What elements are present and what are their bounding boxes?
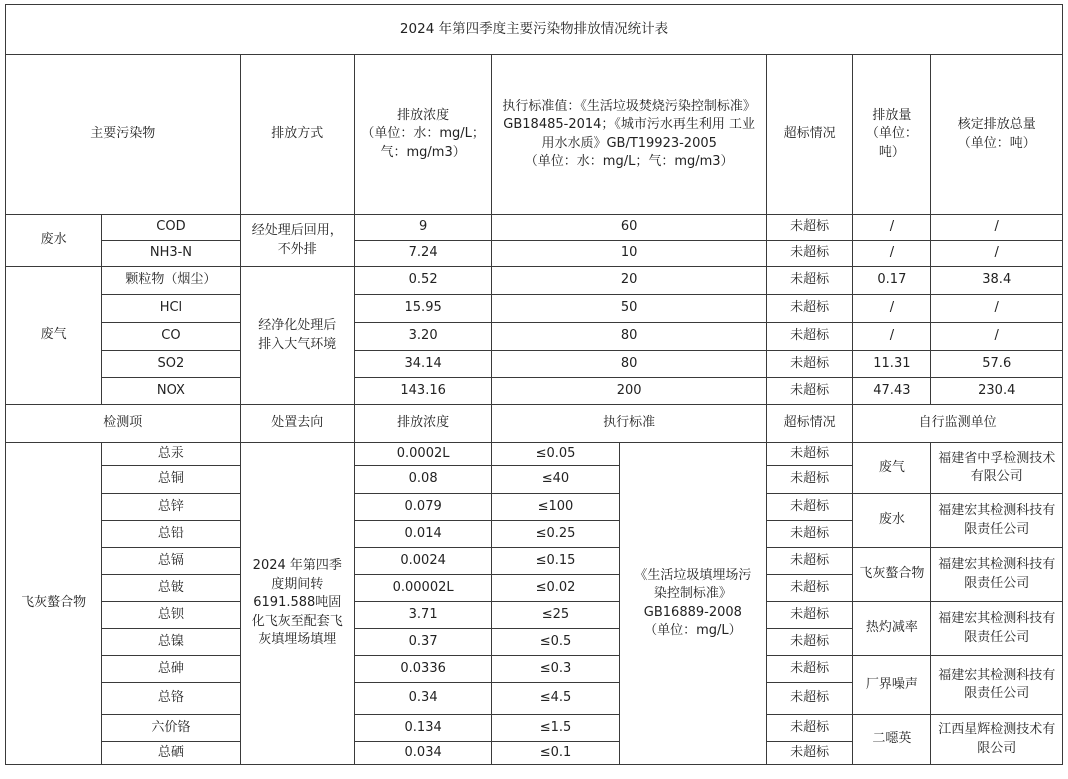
- limit-value: ≤25: [492, 602, 619, 629]
- table-title: 2024 年第四季度主要污染物排放情况统计表: [6, 5, 1063, 55]
- concentration-value: 0.00002L: [354, 575, 491, 602]
- concentration-value: 0.08: [354, 466, 491, 494]
- item-name: 总砷: [102, 656, 240, 683]
- monitor-type: 厂界噪声: [853, 656, 931, 715]
- concentration-value: 0.079: [354, 494, 491, 521]
- monitor-unit: 福建宏其检测科技有限责任公司: [931, 548, 1063, 602]
- concentration-value: 7.24: [354, 241, 491, 267]
- limit-value: ≤40: [492, 466, 619, 494]
- exceed-status: 未超标: [767, 742, 853, 765]
- concentration-value: 0.52: [354, 267, 491, 295]
- limit-value: ≤4.5: [492, 683, 619, 715]
- amount-value: /: [853, 323, 931, 351]
- exceed-status: 未超标: [767, 683, 853, 715]
- table-row: [6, 715, 1063, 742]
- table-row: [6, 443, 1063, 466]
- standard-value: 60: [492, 215, 767, 241]
- standard-value: 80: [492, 323, 767, 351]
- exceed-status: 未超标: [767, 241, 853, 267]
- exceed-status: 未超标: [767, 715, 853, 742]
- exceed-status: 未超标: [767, 323, 853, 351]
- pollutant-name: SO2: [102, 351, 240, 378]
- item-name: 总铜: [102, 466, 240, 494]
- table-row: [6, 323, 1063, 351]
- header-standard: 执行标准值：《生活垃圾焚烧污染控制标准》GB18485-2014；《城市污水再生利用 工业用水水质》GB/T19923-2005 （单位：水：mg/L；气：mg/m3）: [492, 55, 767, 215]
- concentration-value: 0.0336: [354, 656, 491, 683]
- item-name: 总铍: [102, 575, 240, 602]
- header-quota: 核定排放总量 （单位：吨）: [931, 55, 1063, 215]
- standard-value: 20: [492, 267, 767, 295]
- concentration-value: 0.014: [354, 521, 491, 548]
- table-row: [6, 351, 1063, 378]
- table-row: [6, 548, 1063, 575]
- exceed-status: 未超标: [767, 656, 853, 683]
- monitor-unit: 福建宏其检测科技有限责任公司: [931, 494, 1063, 548]
- group-wastewater: 废水: [6, 215, 102, 267]
- table-row: [6, 602, 1063, 629]
- standard-value: 80: [492, 351, 767, 378]
- item-name: 总汞: [102, 443, 240, 466]
- concentration-value: 0.034: [354, 742, 491, 765]
- concentration-value: 0.37: [354, 629, 491, 656]
- monitor-type: 废气: [853, 443, 931, 494]
- limit-value: ≤1.5: [492, 715, 619, 742]
- header-monitor: 自行监测单位: [853, 405, 1063, 443]
- concentration-value: 34.14: [354, 351, 491, 378]
- exceed-status: 未超标: [767, 351, 853, 378]
- item-name: 总镍: [102, 629, 240, 656]
- concentration-value: 3.71: [354, 602, 491, 629]
- amount-value: 11.31: [853, 351, 931, 378]
- table-row: [6, 656, 1063, 683]
- exceed-status: 未超标: [767, 466, 853, 494]
- limit-value: ≤0.25: [492, 521, 619, 548]
- monitor-type: 飞灰螯合物: [853, 548, 931, 602]
- item-name: 六价铬: [102, 715, 240, 742]
- limit-value: ≤0.1: [492, 742, 619, 765]
- header-concentration-2: 排放浓度: [354, 405, 491, 443]
- concentration-value: 143.16: [354, 378, 491, 405]
- amount-value: /: [853, 295, 931, 323]
- exceed-status: 未超标: [767, 215, 853, 241]
- header-method: 排放方式: [240, 55, 354, 215]
- standard-value: 50: [492, 295, 767, 323]
- limit-value: ≤0.15: [492, 548, 619, 575]
- standard-value: 200: [492, 378, 767, 405]
- item-name: 总铬: [102, 683, 240, 715]
- quota-value: 230.4: [931, 378, 1063, 405]
- exceed-status: 未超标: [767, 602, 853, 629]
- exceed-status: 未超标: [767, 295, 853, 323]
- item-name: 总硒: [102, 742, 240, 765]
- emission-statistics-table: [5, 4, 1063, 765]
- exceed-status: 未超标: [767, 521, 853, 548]
- concentration-value: 15.95: [354, 295, 491, 323]
- monitor-unit: 福建宏其检测科技有限责任公司: [931, 602, 1063, 656]
- concentration-value: 0.0024: [354, 548, 491, 575]
- monitor-type: 废水: [853, 494, 931, 548]
- quota-value: 57.6: [931, 351, 1063, 378]
- monitor-type: 二噁英: [853, 715, 931, 765]
- wastewater-method: 经处理后回用， 不外排: [240, 215, 354, 267]
- limit-value: ≤100: [492, 494, 619, 521]
- concentration-value: 3.20: [354, 323, 491, 351]
- amount-value: 47.43: [853, 378, 931, 405]
- item-name: 总镉: [102, 548, 240, 575]
- exceed-status: 未超标: [767, 494, 853, 521]
- concentration-value: 0.134: [354, 715, 491, 742]
- header-destination: 处置去向: [240, 405, 354, 443]
- amount-value: 0.17: [853, 267, 931, 295]
- limit-value: ≤0.02: [492, 575, 619, 602]
- quota-value: /: [931, 295, 1063, 323]
- exceed-status: 未超标: [767, 629, 853, 656]
- group-flyash: 飞灰螯合物: [6, 443, 102, 765]
- quota-value: 38.4: [931, 267, 1063, 295]
- wastegas-method: 经净化处理后 排入大气环境: [240, 267, 354, 405]
- table-row: [6, 295, 1063, 323]
- quota-value: /: [931, 215, 1063, 241]
- flyash-standard-doc: 《生活垃圾填埋场污染控制标准》 GB16889-2008 （单位：mg/L）: [619, 443, 766, 765]
- monitor-type: 热灼减率: [853, 602, 931, 656]
- monitor-unit: 福建省中孚检测技术有限公司: [931, 443, 1063, 494]
- limit-value: ≤0.5: [492, 629, 619, 656]
- pollutant-name: NOX: [102, 378, 240, 405]
- amount-value: /: [853, 241, 931, 267]
- concentration-value: 0.0002L: [354, 443, 491, 466]
- monitor-unit: 江西星辉检测技术有限公司: [931, 715, 1063, 765]
- pollutant-name: CO: [102, 323, 240, 351]
- header-amount: 排放量 （单位： 吨）: [853, 55, 931, 215]
- header-pollutant: 主要污染物: [6, 55, 241, 215]
- exceed-status: 未超标: [767, 575, 853, 602]
- pollutant-name: 颗粒物（烟尘）: [102, 267, 240, 295]
- header-concentration: 排放浓度 （单位：水：mg/L； 气：mg/m3）: [354, 55, 491, 215]
- item-name: 总铅: [102, 521, 240, 548]
- item-name: 总钡: [102, 602, 240, 629]
- quota-value: /: [931, 241, 1063, 267]
- exceed-status: 未超标: [767, 548, 853, 575]
- table-row: [6, 241, 1063, 267]
- concentration-value: 0.34: [354, 683, 491, 715]
- pollutant-name: HCl: [102, 295, 240, 323]
- exceed-status: 未超标: [767, 267, 853, 295]
- pollutant-name: COD: [102, 215, 240, 241]
- flyash-destination: 2024 年第四季度期间转6191.588吨固化飞灰至配套飞灰填埋场填埋: [240, 443, 354, 765]
- amount-value: /: [853, 215, 931, 241]
- table-row: [6, 215, 1063, 241]
- pollutant-name: NH3-N: [102, 241, 240, 267]
- header-exceed-2: 超标情况: [767, 405, 853, 443]
- item-name: 总锌: [102, 494, 240, 521]
- header-item: 检测项: [6, 405, 241, 443]
- group-wastegas: 废气: [6, 267, 102, 405]
- exceed-status: 未超标: [767, 443, 853, 466]
- limit-value: ≤0.3: [492, 656, 619, 683]
- header-standard-2: 执行标准: [492, 405, 767, 443]
- monitor-unit: 福建宏其检测科技有限责任公司: [931, 656, 1063, 715]
- limit-value: ≤0.05: [492, 443, 619, 466]
- table-row: [6, 378, 1063, 405]
- header-exceed: 超标情况: [767, 55, 853, 215]
- quota-value: /: [931, 323, 1063, 351]
- exceed-status: 未超标: [767, 378, 853, 405]
- concentration-value: 9: [354, 215, 491, 241]
- table-row: [6, 494, 1063, 521]
- standard-value: 10: [492, 241, 767, 267]
- table-row: [6, 267, 1063, 295]
